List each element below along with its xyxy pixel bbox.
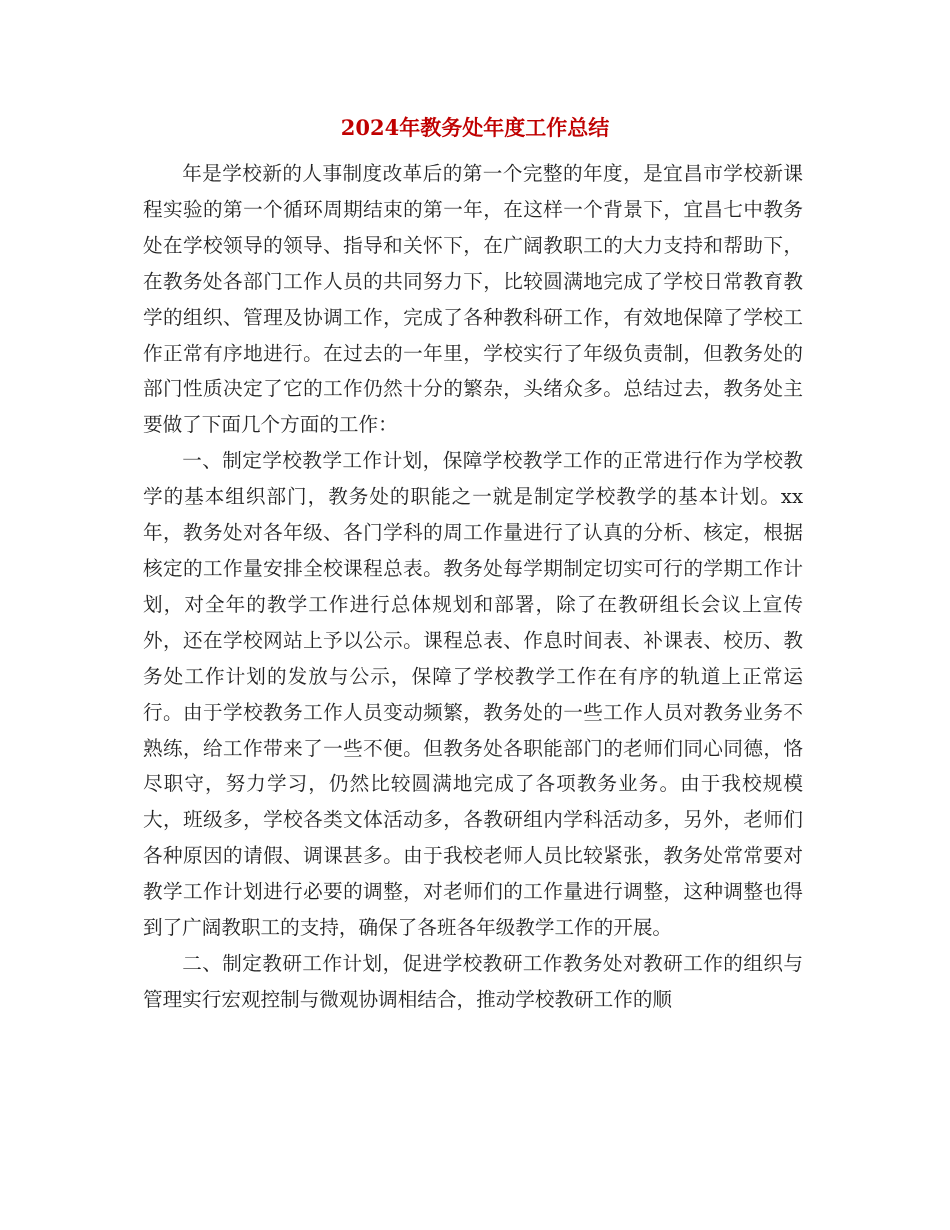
document-body xyxy=(143,156,803,1018)
paragraph-intro: 年是学校新的人事制度改革后的第一个完整的年度，是宜昌市学校新课程实验的第一个循环周期结束的第一年，在这样一个背景下，宜昌七中教务处在学校领导的领导、指导和关怀下，在广阔教职工的大力支持和帮助下，在教务处各部门工作人员的共同努力下，比较圆满地完成了学校日常教育教学的组织、管理及协调工作，完成了各种教科研工作，有效地保障了学校工作正常有序地进行。在过去的一年里，学校实行了年级负责制，但教务处的部门性质决定了它的工作仍然十分的繁杂，头绪众多。总结过去，教务处主要做了下面几个方面的工作： xyxy=(143,162,803,437)
paragraph-section-two: 二、制定教研工作计划，促进学校教研工作教务处对教研工作的组织与管理实行宏观控制与微观协调相结合，推动学校教研工作的顺 xyxy=(143,951,803,1011)
document-title: 2024年教务处年度工作总结 xyxy=(340,115,610,140)
paragraph-section-one: 一、制定学校教学工作计划，保障学校教学工作的正常进行作为学校教学的基本组织部门，教务处的职能之一就是制定学校教学的基本计划。xx年，教务处对各年级、各门学科的周工作量进行了认真的分析、核定，根据核定的工作量安排全校课程总表。教务处每学期制定切实可行的学期工作计划，对全年的教学工作进行总体规划和部署，除了在教研组长会议上宣传外，还在学校网站上予以公示。课程总表、作息时间表、补课表、校历、教务处工作计划的发放与公示，保障了学校教学工作在有序的轨道上正常运行。由于学校教务工作人员变动频繁，教务处的一些工作人员对教务业务不熟练，给工作带来了一些不便。但教务处各职能部门的老师们同心同德，恪尽职守，努力学习，仍然比较圆满地完成了各项教务业务。由于我校规模大，班级多，学校各类文体活动多，各教研组内学科活动多，另外，老师们各种原因的请假、调课甚多。由于我校老师人员比较紧张，教务处常常要对教学工作计划进行必要的调整，对老师们的工作量进行调整，这种调整也得到了广阔教职工的支持，确保了各班各年级教学工作的开展。 xyxy=(143,449,803,940)
